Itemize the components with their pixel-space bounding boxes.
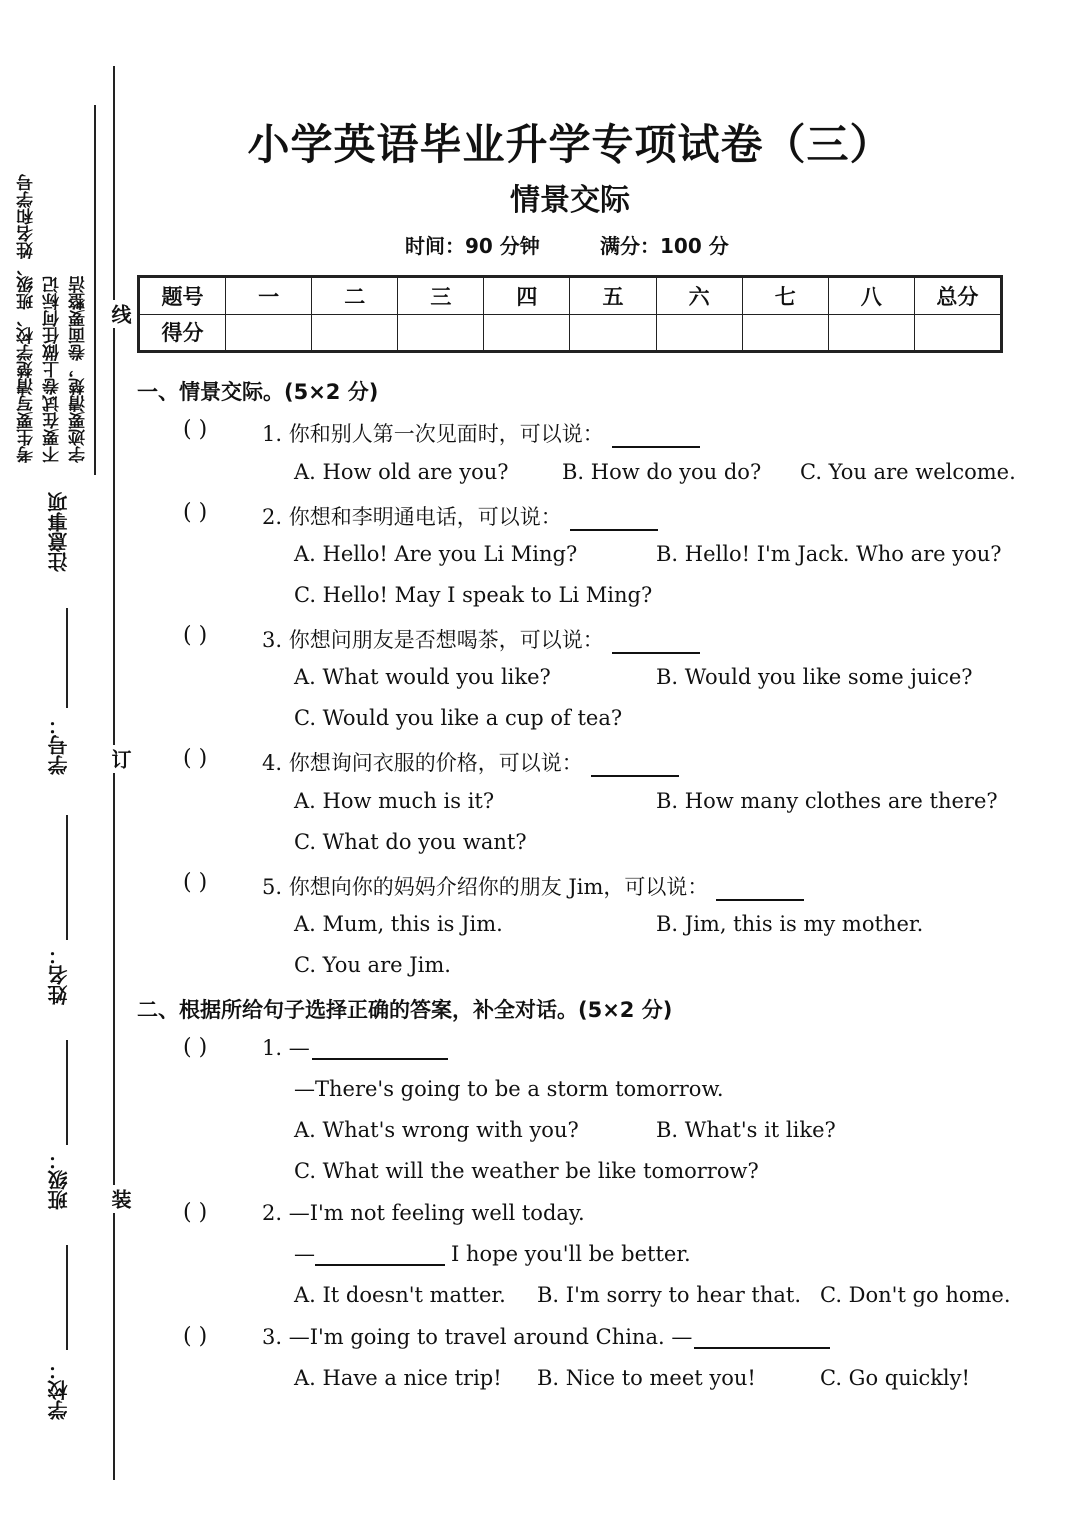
option-c[interactable]: C. Would you like a cup of tea?	[294, 706, 623, 730]
binding-mark-line: 线	[106, 300, 135, 328]
score-header-cell: 二	[312, 277, 398, 315]
score-header-cell: 六	[656, 277, 742, 315]
exam-time: 时间：90 分钟	[405, 234, 540, 258]
score-table-header-row	[139, 277, 1002, 315]
answer-blank	[612, 651, 700, 654]
s2-question-3-text: 3. —I'm going to travel around China. —	[262, 1325, 830, 1349]
page-title: 小学英语毕业升学专项试卷（三）	[247, 120, 893, 169]
score-cell[interactable]	[570, 314, 656, 352]
answer-blank	[694, 1346, 830, 1349]
answer-paren[interactable]: ( )	[183, 417, 208, 442]
option-c[interactable]: C. What do you want?	[294, 830, 527, 854]
student-class-label: 班级：	[47, 1150, 71, 1210]
option-b[interactable]: B. Nice to meet you!	[537, 1366, 756, 1390]
score-header-cell: 三	[398, 277, 484, 315]
option-a[interactable]: A. Hello! Are you Li Ming?	[294, 542, 578, 566]
score-header-cell: 题号	[139, 277, 226, 315]
answer-paren[interactable]: ( )	[183, 870, 208, 895]
score-cell[interactable]	[398, 314, 484, 352]
score-cell[interactable]	[226, 314, 312, 352]
student-name-label: 姓名：	[47, 945, 71, 1005]
score-cell[interactable]	[656, 314, 742, 352]
answer-paren[interactable]: ( )	[183, 1035, 208, 1060]
binding-mark-staple: 订	[106, 745, 135, 773]
score-header-cell: 四	[484, 277, 570, 315]
student-number-line[interactable]	[66, 608, 68, 708]
binding-line	[113, 66, 115, 1480]
score-cell[interactable]	[828, 314, 914, 352]
option-b[interactable]: B. Jim, this is my mother.	[656, 912, 924, 936]
score-table	[137, 275, 1003, 353]
option-b[interactable]: B. What's it like?	[656, 1118, 836, 1142]
answer-blank	[312, 1057, 448, 1060]
answer-blank	[315, 1263, 445, 1266]
option-b[interactable]: B. Hello! I'm Jack. Who are you?	[656, 542, 1002, 566]
option-c[interactable]: C. Hello! May I speak to Li Ming?	[294, 583, 653, 607]
score-header-cell: 五	[570, 277, 656, 315]
option-b[interactable]: B. Would you like some juice?	[656, 665, 973, 689]
score-cell[interactable]	[914, 314, 1001, 352]
option-a[interactable]: A. How old are you?	[294, 460, 509, 484]
option-c[interactable]: C. You are Jim.	[294, 953, 451, 977]
option-c[interactable]: C. Don't go home.	[820, 1283, 1011, 1307]
score-header-cell: 七	[742, 277, 828, 315]
notice-heading: 注意事项	[47, 492, 71, 572]
answer-paren[interactable]: ( )	[183, 500, 208, 525]
option-a[interactable]: A. Mum, this is Jim.	[294, 912, 503, 936]
option-a[interactable]: A. Have a nice trip!	[294, 1366, 502, 1390]
option-b[interactable]: B. How do you do?	[562, 460, 762, 484]
option-a[interactable]: A. What would you like?	[294, 665, 551, 689]
option-a[interactable]: A. What's wrong with you?	[294, 1118, 579, 1142]
answer-paren[interactable]: ( )	[183, 623, 208, 648]
question-5-text: 5. 你想向你的妈妈介绍你的朋友 Jim，可以说：	[262, 871, 804, 901]
answer-paren[interactable]: ( )	[183, 746, 208, 771]
answer-paren[interactable]: ( )	[183, 1324, 208, 1349]
question-2-text: 2. 你想和李明通电话，可以说：	[262, 501, 658, 531]
exam-full-score: 满分：100 分	[600, 234, 729, 258]
score-cell[interactable]	[484, 314, 570, 352]
option-c[interactable]: C. You are welcome.	[800, 460, 1016, 484]
option-c[interactable]: C. What will the weather be like tomorrow?	[294, 1159, 759, 1183]
question-3-text: 3. 你想问朋友是否想喝茶，可以说：	[262, 624, 700, 654]
s2-question-2-text: 2. —I'm not feeling well today.	[262, 1201, 585, 1225]
score-row-label: 得分	[139, 314, 226, 352]
notice-line-1: 考生要写清楚学校、班级、姓名和学号	[17, 174, 37, 463]
s2-question-1-text: 1. —	[262, 1036, 448, 1060]
score-cell[interactable]	[742, 314, 828, 352]
answer-blank	[716, 898, 804, 901]
notice-line-2: 不要在试卷上做任何标记	[43, 276, 63, 463]
option-a[interactable]: A. How much is it?	[294, 789, 495, 813]
option-b[interactable]: B. I'm sorry to hear that.	[537, 1283, 802, 1307]
score-header-cell: 总分	[914, 277, 1001, 315]
dialogue-line: —There's going to be a storm tomorrow.	[294, 1077, 724, 1101]
page-subtitle: 情景交际	[510, 183, 630, 218]
dialogue-line: — I hope you'll be better.	[294, 1242, 691, 1266]
student-class-line[interactable]	[66, 1040, 68, 1145]
answer-blank	[591, 774, 679, 777]
question-1-text: 1. 你和别人第一次见面时，可以说：	[262, 418, 700, 448]
option-b[interactable]: B. How many clothes are there?	[656, 789, 998, 813]
binding-mark-bind: 装	[106, 1185, 135, 1213]
score-header-cell: 一	[226, 277, 312, 315]
student-school-line[interactable]	[66, 1245, 68, 1350]
notice-line-3: 字迹要清楚，卷面要整洁	[69, 276, 89, 463]
score-cell[interactable]	[312, 314, 398, 352]
answer-blank	[570, 528, 658, 531]
section-1-heading: 一、情景交际。(5×2 分)	[137, 380, 379, 404]
section-2-heading: 二、根据所给句子选择正确的答案，补全对话。(5×2 分)	[137, 998, 673, 1022]
answer-blank	[612, 445, 700, 448]
student-school-label: 学校：	[47, 1360, 71, 1420]
score-table-score-row	[139, 314, 1002, 352]
option-c[interactable]: C. Go quickly!	[820, 1366, 970, 1390]
option-a[interactable]: A. It doesn't matter.	[294, 1283, 506, 1307]
student-number-label: 学号：	[47, 715, 71, 775]
score-header-cell: 八	[828, 277, 914, 315]
student-name-line[interactable]	[66, 815, 68, 940]
answer-paren[interactable]: ( )	[183, 1200, 208, 1225]
question-4-text: 4. 你想询问衣服的价格，可以说：	[262, 747, 679, 777]
